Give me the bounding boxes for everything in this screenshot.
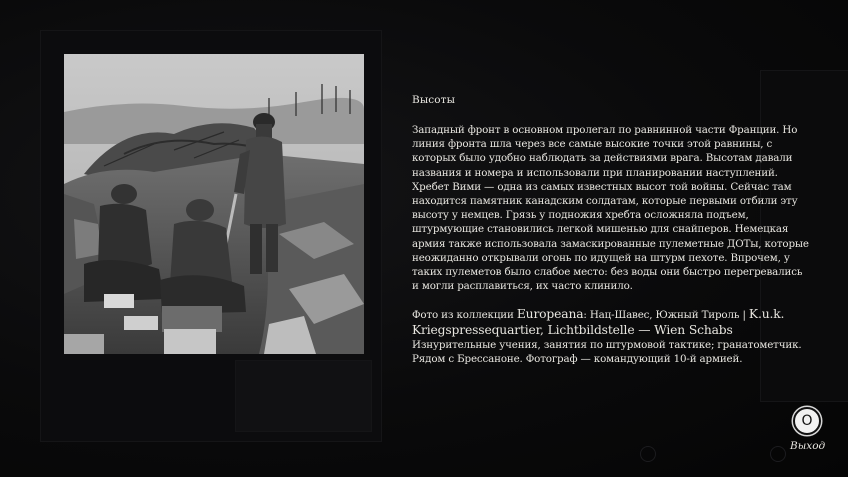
exit-button[interactable] xyxy=(780,407,834,457)
article-body: Западный фронт в основном пролегал по равнинной части Франции. Но линия фронта шла через все самые высокие точки этой равнины, с которых было удобно наблюдать за действиями врага. Высотам давали названия и номера и использовали при планировании наступлений. Хребет Вими — одна из самых известных высот той войны. Сейчас там находится памятник канадским солдатам, которые первыми отбили эту высоту у немцев. Грязь у подножия хребта осложняла подъем, штурмующие становились легкой мишенью для снайперов. Немецкая армия также использовала замаскированные пулеметные ДОТы, которые неожиданно открывали огонь по идущей на штурм пехоте. Впрочем, у таких пулеметов было слабое место: без воды они быстро перегревались и могли расплавиться, их часто клинило. xyxy=(412,124,809,293)
credit-collection: Europeana xyxy=(516,307,584,322)
background-button-hint-icon xyxy=(640,446,656,462)
article-panel xyxy=(412,94,812,366)
credit-location: : Нац-Шавес, Южный Тироль | xyxy=(583,309,749,322)
background-panel-bottom xyxy=(235,360,372,432)
circle-button-icon: O xyxy=(793,407,821,435)
exit-label: Выход xyxy=(790,440,826,452)
credit-caption: Изнурительные учения, занятия по штурмовой тактике; гранатометчик. Рядом с Брессаноне. Фотограф — командующий 10-й армией. xyxy=(412,338,802,366)
credit-source: K.u.k. Kriegspressequartier, Lichtbildstelle — Wien Schabs xyxy=(412,307,785,337)
credit-prefix: Фото из коллекции xyxy=(412,309,517,322)
article-title: Высоты xyxy=(412,94,456,106)
trench-soldiers-photo xyxy=(64,54,364,354)
archive-photo xyxy=(64,54,364,354)
photo-credit xyxy=(412,307,812,366)
